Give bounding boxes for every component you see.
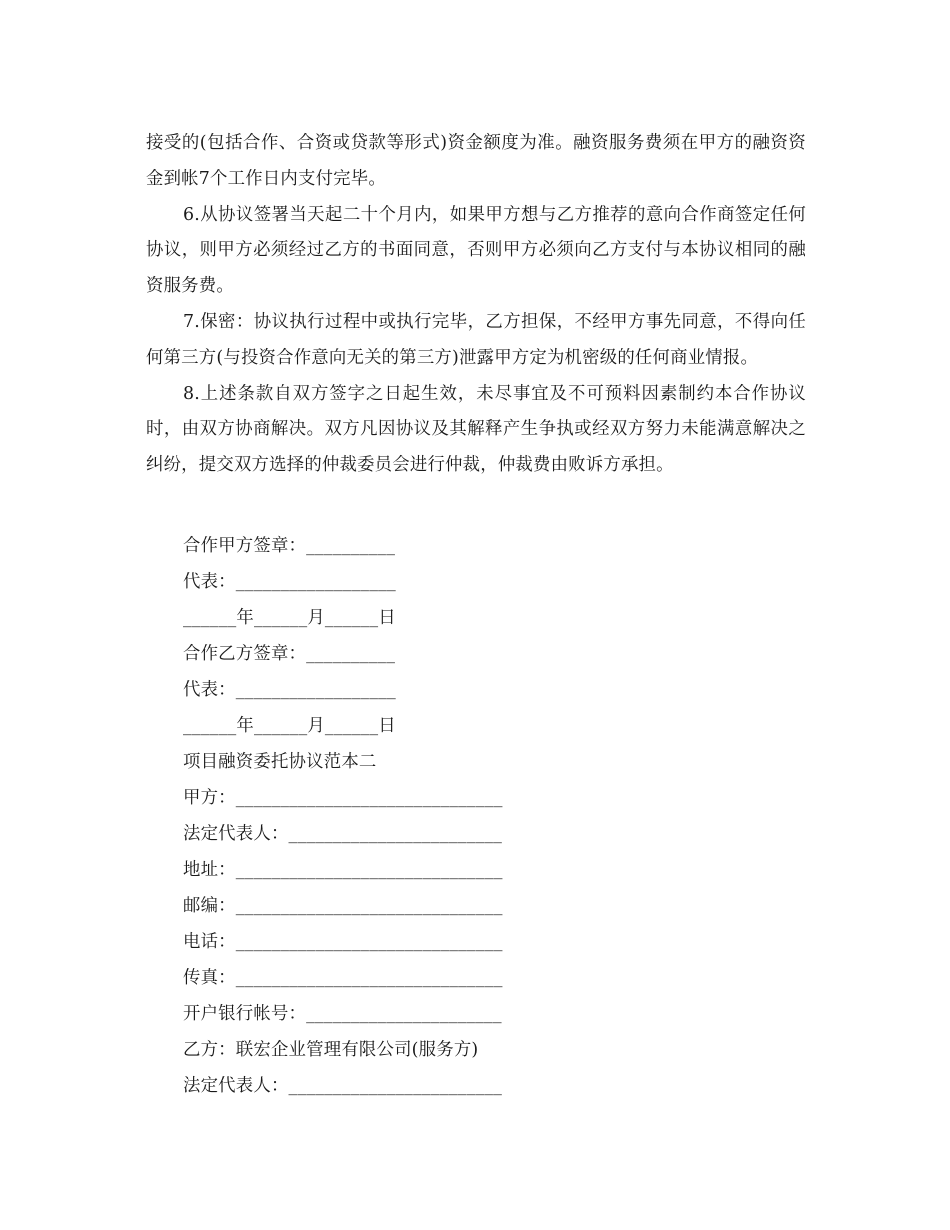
party-b-name-line: 乙方：联宏企业管理有限公司(服务方) <box>183 1040 479 1060</box>
fax-field: 传真：______________________________ <box>183 968 503 988</box>
party-b-representative-line: 代表：__________________ <box>183 680 396 700</box>
party-b-legal-representative-field: 法定代表人：________________________ <box>183 1076 503 1096</box>
clause-8-effectiveness-paragraph: 8.上述条款自双方签字之日起生效，未尽事宜及不可预料因素制约本合作协议时，由双方协商解决。双方凡因协议及其解释产生争执或经双方努力未能满意解决之纠纷，提交双方选择的仲裁委员会进行仲裁，仲裁费由败诉方承担。 <box>146 383 806 476</box>
clause-paragraph-continued: 接受的(包括合作、合资或贷款等形式)资金额度为准。融资服务费须在甲方的融资资金到帐7个工作日内支付完毕。 <box>146 133 806 189</box>
party-a-name-field: 甲方：______________________________ <box>183 788 503 808</box>
party-a-date-line: ______年______月______日 <box>183 608 396 628</box>
address-field: 地址：______________________________ <box>183 860 503 880</box>
signature-and-party-block <box>183 528 743 1104</box>
contract-body <box>146 126 806 484</box>
party-a-representative-line: 代表：__________________ <box>183 572 396 592</box>
party-b-seal-line: 合作乙方签章：__________ <box>183 644 396 664</box>
party-b-date-line: ______年______月______日 <box>183 716 396 736</box>
legal-representative-field: 法定代表人：________________________ <box>183 824 503 844</box>
bank-account-field: 开户银行帐号：______________________ <box>183 1004 502 1024</box>
clause-7-confidentiality-paragraph: 7.保密：协议执行过程中或执行完毕，乙方担保，不经甲方事先同意，不得向任何第三方(与投资合作意向无关的第三方)泄露甲方定为机密级的任何商业情报。 <box>146 311 806 368</box>
clause-6-paragraph: 6.从协议签署当天起二十个月内，如果甲方想与乙方推荐的意向合作商签定任何协议，则甲方必须经过乙方的书面同意，否则甲方必须向乙方支付与本协议相同的融资服务费。 <box>146 204 806 297</box>
postcode-field: 邮编：______________________________ <box>183 896 503 916</box>
phone-field: 电话：______________________________ <box>183 932 503 952</box>
party-a-seal-line: 合作甲方签章：__________ <box>183 536 396 556</box>
template-two-heading: 项目融资委托协议范本二 <box>183 752 377 772</box>
